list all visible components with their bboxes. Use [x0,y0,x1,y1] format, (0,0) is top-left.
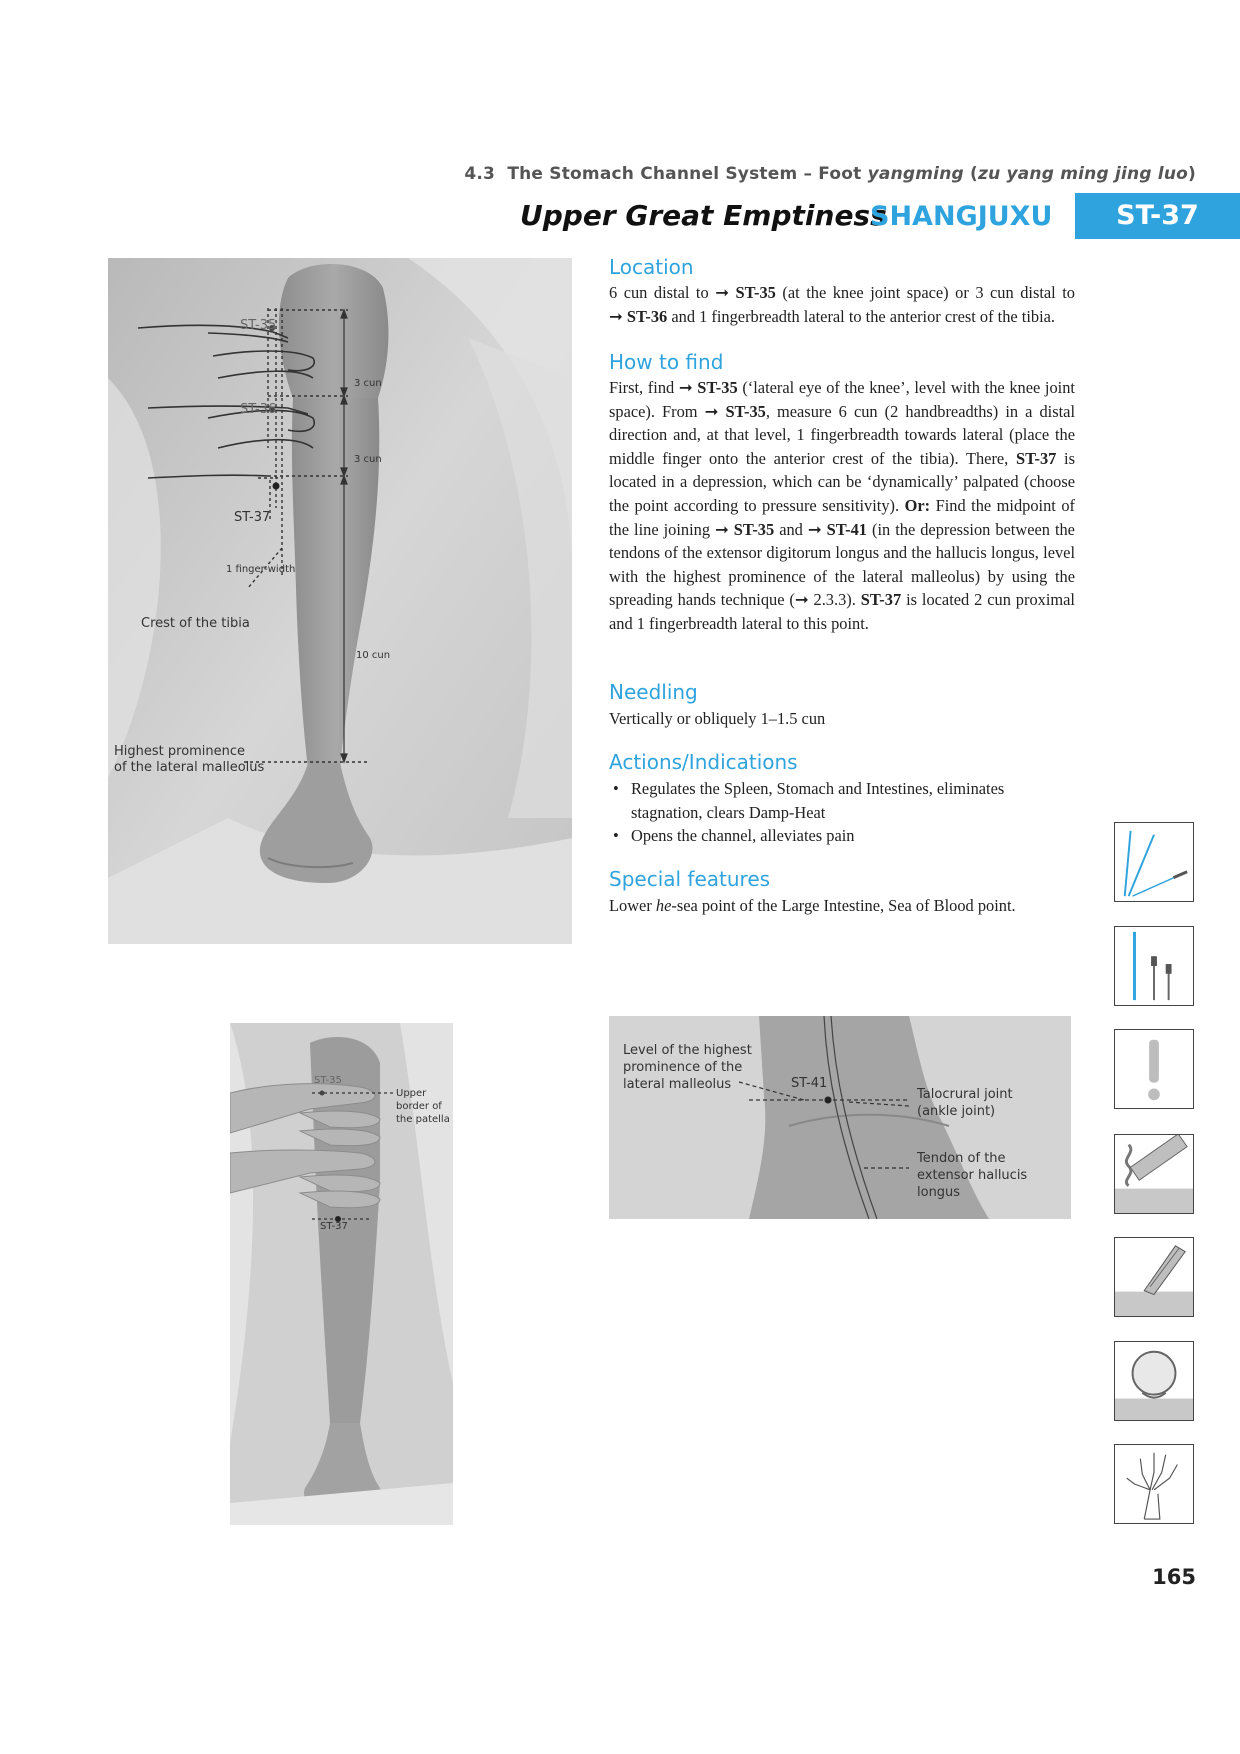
bleeding-icon [1114,1237,1194,1317]
hand-skeleton-icon [1114,1444,1194,1524]
label-st35-hands: ST-35 [314,1075,342,1086]
location-text: 6 cun distal to ➞ ST-35 (at the knee joint space) or 3 cun distal to ➞ ST-36 and 1 fingerbreadth lateral to the anterior crest of the tibia. [609,283,1075,326]
point-code: ST-37 [1116,200,1199,231]
label-tendon-line-2: extensor hallucis [917,1168,1028,1183]
label-level-line-1: Level of the highest [623,1043,752,1058]
label-patella [396,1087,450,1126]
leg-photo-hands [230,1023,453,1525]
label-malleolus-1: Highest prominence [114,744,246,759]
heading-actions: Actions/Indications [609,750,798,774]
label-st37-hands: ST-37 [320,1221,348,1232]
label-3-cun-lower: 3 cun [354,454,382,465]
label-patella-line-1: Upper [396,1088,427,1099]
page-number: 165 [1152,1565,1196,1589]
label-malleolus-2: of the lateral malleolus [114,760,265,775]
label-st41: ST-41 [791,1076,828,1091]
label-talocrural [917,1086,1013,1120]
label-tendon [917,1150,1027,1201]
heading-special: Special features [609,867,771,891]
label-patella-line-3: the patella [396,1114,450,1125]
label-talo-line-1: Talocrural joint [917,1087,1013,1102]
label-10-cun: 10 cun [356,650,391,661]
point-english-name: Upper Great Emptiness [520,199,887,232]
heading-location: Location [609,255,694,279]
label-talo-line-2: (ankle joint) [917,1104,996,1119]
point-pinyin-name: SHANGJUXU [870,201,1053,232]
needling-text: Vertically or obliquely 1–1.5 cun [609,709,826,728]
label-st37: ST-37 [234,510,271,525]
label-st36: ST-36 [240,402,277,417]
needles-icon [1114,822,1194,902]
label-3-cun-upper: 3 cun [354,378,382,389]
label-finger-width: 1 finger-width [226,564,296,575]
running-head: 4.3 The Stomach Channel System – Foot yangming (zu yang ming jing luo) [464,164,1196,184]
heading-how-to-find: How to find [609,350,724,374]
needle-set-icon [1114,926,1194,1006]
heading-needling: Needling [609,680,698,704]
moxa-icon [1114,1134,1194,1214]
actions-list [609,777,1075,848]
actions-item: • Opens the channel, alleviates pain [609,824,1075,848]
ankle-photo [609,1016,1071,1219]
special-text: Lower he-sea point of the Large Intestine, Sea of Blood point. [609,896,1016,915]
label-crest-tibia: Crest of the tibia [141,616,250,631]
label-level-malleolus [623,1042,752,1093]
leg-photo-main [108,258,572,944]
point-code-badge [1075,193,1240,239]
label-tendon-line-3: longus [917,1185,961,1200]
cupping-icon [1114,1341,1194,1421]
label-level-line-2: prominence of the [623,1060,743,1075]
label-patella-line-2: border of [396,1101,442,1112]
actions-item: • Regulates the Spleen, Stomach and Intestines, eliminates stagnation, clears Damp-Heat [609,777,1075,824]
how-to-find-text: First, find ➞ ST-35 (‘lateral eye of the knee’, level with the knee joint space). From ➞ ST-35, measure 6 cun (2 handbreadths) in a distal direction and, at that level, 1 fingerbreadth towards lateral (place the middle finger onto the anterior crest of the tibia). There, ST-37 is located in a depression, which can be ‘dynamically’ palpated (choose the point according to pressure sensitivity). Or: Find the midpoint of the line joining ➞ ST-35 and ➞ ST-41 (in the depression between the tendons of the extensor digitorum longus and the hallucis longus, level with the highest prominence of the lateral malleolus) by using the spreading hands technique (➞ 2.3.3). ST-37 is located 2 cun proximal and 1 fingerbreadth lateral to this point. [609,378,1075,633]
caution-icon [1114,1029,1194,1109]
label-tendon-line-1: Tendon of the [917,1151,1006,1166]
label-st35: ST-35 [240,318,277,333]
label-level-line-3: lateral malleolus [623,1077,732,1092]
leg-illustration [108,258,572,944]
